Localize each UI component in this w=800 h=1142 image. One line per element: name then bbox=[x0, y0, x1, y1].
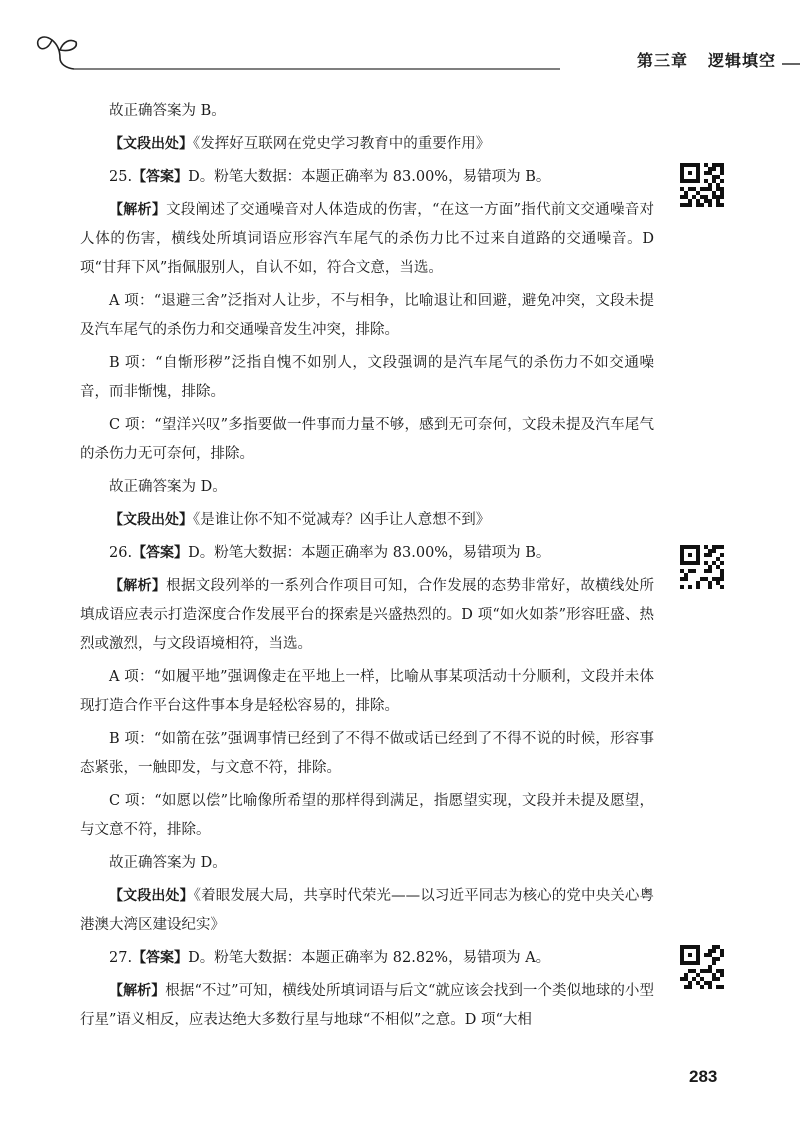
analysis-label: 【解析】 bbox=[109, 983, 166, 999]
qr-code-icon[interactable] bbox=[680, 545, 724, 589]
option-analysis: A 项：“退避三舍”泛指对人让步，不与相争，比喻退让和回避，避免冲突，文段未提及汽车尾气的杀伤力和交通噪音发生冲突，排除。 bbox=[80, 293, 654, 338]
analysis-paragraph bbox=[80, 196, 654, 283]
chapter-title: 逻辑填空 bbox=[707, 51, 776, 70]
question-answer bbox=[80, 163, 654, 192]
answer-text: D。粉笔大数据：本题正确率为 82.82%，易错项为 A。 bbox=[188, 950, 551, 966]
answer-label: 【答案】 bbox=[132, 950, 189, 966]
source-citation bbox=[80, 506, 654, 535]
source-label: 【文段出处】 bbox=[109, 888, 194, 904]
analysis-paragraph bbox=[80, 977, 654, 1035]
option-analysis: B 项：“自惭形秽”泛指自愧不如别人，文段强调的是汽车尾气的杀伤力不如交通噪音，而非惭愧，排除。 bbox=[80, 355, 654, 400]
question-number: 27. bbox=[109, 950, 133, 966]
analysis-label: 【解析】 bbox=[109, 202, 167, 218]
analysis-text: 文段阐述了交通噪音对人体造成的伤害，“在这一方面”指代前文交通噪音对人体的伤害，横线处所填词语应形容汽车尾气的杀伤力比不过来自道路的交通噪音。D 项“甘拜下风”指佩服别人，自认不如，符合文意，当选。 bbox=[80, 202, 655, 276]
analysis-text: 根据“不过”可知，横线处所填词语与后文“就应该会找到一个类似地球的小型行星”语义相反，应表达绝大多数行星与地球“不相似”之意。D 项“大相 bbox=[80, 983, 654, 1028]
source-title: 《发挥好互联网在党史学习教育中的重要作用》 bbox=[193, 136, 491, 152]
option-analysis: C 项：“如愿以偿”比喻像所希望的那样得到满足，指愿望实现，文段并未提及愿望，与文意不符，排除。 bbox=[80, 793, 654, 838]
chapter-heading bbox=[560, 48, 782, 71]
page-header bbox=[0, 0, 800, 90]
source-title: 《着眼发展大局，共享时代荣光——以习近平同志为核心的党中央关心粤港澳大湾区建设纪实》 bbox=[80, 888, 655, 933]
option-analysis: C 项：“望洋兴叹”多指要做一件事而力量不够，感到无可奈何，文段未提及汽车尾气的杀伤力无可奈何，排除。 bbox=[80, 417, 654, 462]
answer-conclusion: 故正确答案为 D。 bbox=[109, 855, 227, 871]
answer-text: D。粉笔大数据：本题正确率为 83.00%，易错项为 B。 bbox=[188, 545, 551, 561]
question-answer bbox=[80, 944, 654, 973]
analysis-label: 【解析】 bbox=[109, 578, 167, 594]
option-analysis: A 项：“如履平地”强调像走在平地上一样，比喻从事某项活动十分顺利，文段并未体现打造合作平台这件事本身是轻松容易的，排除。 bbox=[80, 669, 654, 714]
chapter-number: 第三章 bbox=[636, 51, 688, 70]
source-label: 【文段出处】 bbox=[109, 136, 193, 152]
qr-code-icon[interactable] bbox=[680, 163, 724, 207]
question-number: 25. bbox=[109, 169, 133, 185]
page-number: 283 bbox=[689, 1067, 718, 1086]
analysis-text: 根据文段列举的一系列合作项目可知，合作发展的态势非常好，故横线处所填成语应表示打造深度合作发展平台的探索是兴盛热烈的。D 项“如火如荼”形容旺盛、热烈或激烈，与文段语境相符，当选。 bbox=[80, 578, 655, 652]
source-citation bbox=[80, 882, 654, 940]
answer-label: 【答案】 bbox=[132, 169, 189, 185]
answer-conclusion: 故正确答案为 D。 bbox=[109, 479, 227, 495]
qr-code-icon[interactable] bbox=[680, 945, 724, 989]
answer-conclusion: 故正确答案为 B。 bbox=[109, 103, 226, 119]
answer-text: D。粉笔大数据：本题正确率为 83.00%，易错项为 B。 bbox=[188, 169, 551, 185]
main-text bbox=[80, 97, 654, 1039]
source-title: 《是谁让你不知不觉减寿？凶手让人意想不到》 bbox=[193, 512, 491, 528]
analysis-paragraph bbox=[80, 572, 654, 659]
sprout-icon bbox=[38, 37, 77, 69]
question-answer bbox=[80, 539, 654, 568]
header-rule bbox=[0, 0, 800, 90]
answer-label: 【答案】 bbox=[132, 545, 189, 561]
option-analysis: B 项：“如箭在弦”强调事情已经到了不得不做或话已经到了不得不说的时候，形容事态紧张，一触即发，与文意不符，排除。 bbox=[80, 731, 654, 776]
source-citation bbox=[80, 130, 654, 159]
question-number: 26. bbox=[109, 545, 133, 561]
source-label: 【文段出处】 bbox=[109, 512, 193, 528]
